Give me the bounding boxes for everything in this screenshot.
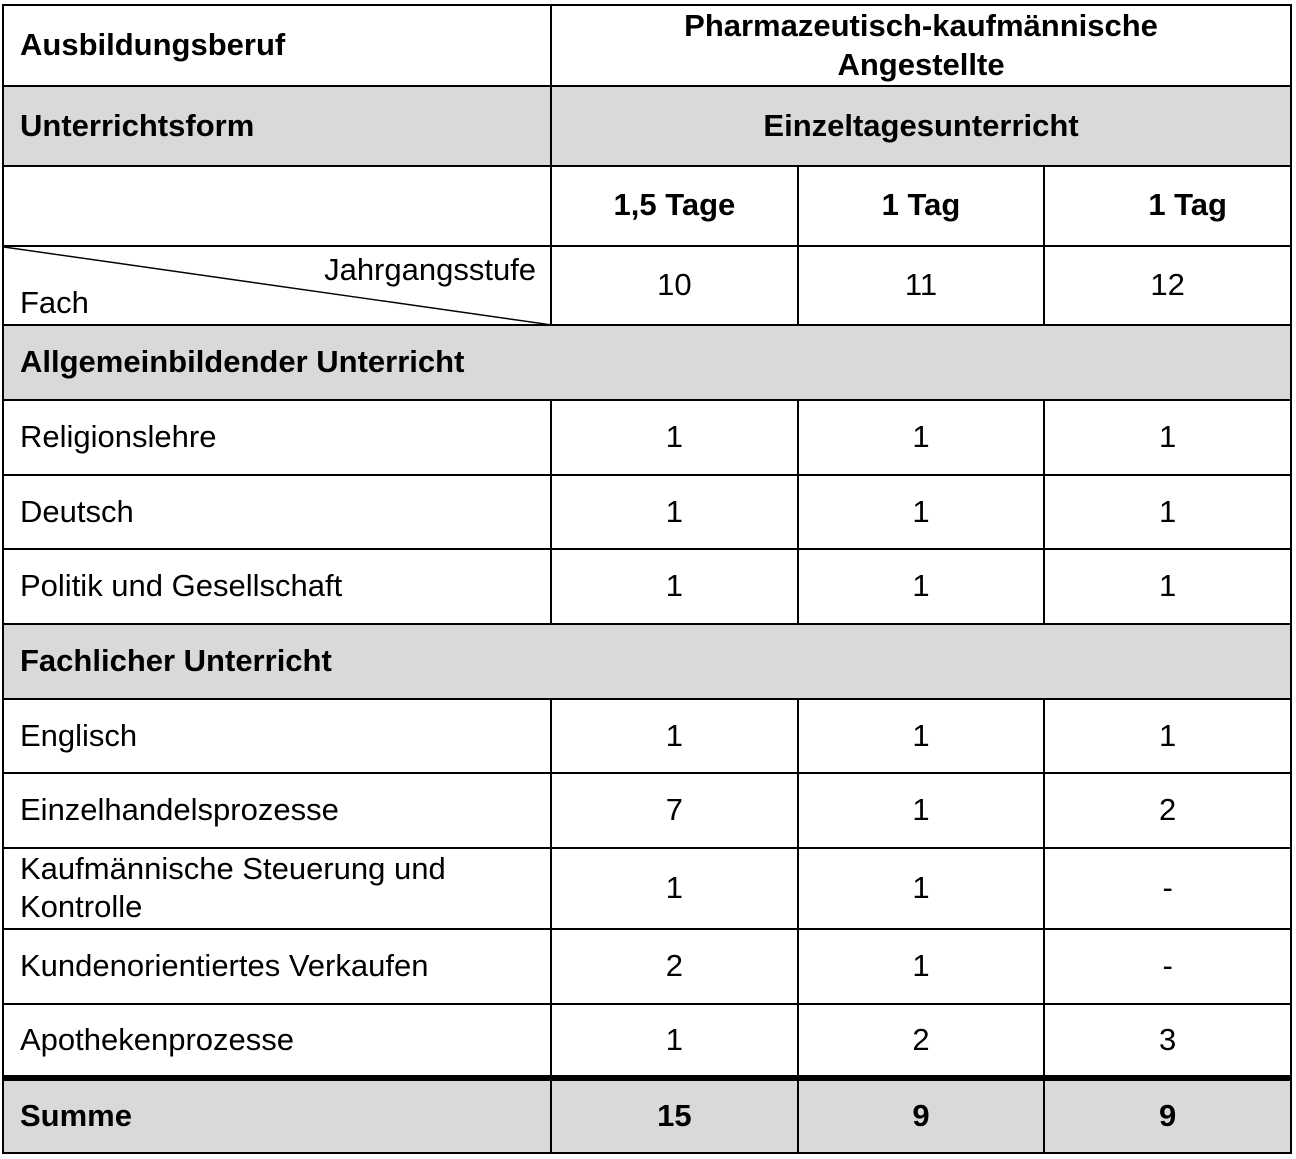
stunden-11: 1 bbox=[798, 699, 1045, 774]
stunden-11: 1 bbox=[798, 929, 1045, 1004]
stunden-12: 3 bbox=[1044, 1004, 1291, 1079]
table-row bbox=[3, 929, 1291, 1004]
row-summe bbox=[3, 1078, 1291, 1153]
ausbildungsberuf-value: Pharmazeutisch-kaufmännische Angestellte bbox=[551, 5, 1291, 86]
summe-label: Summe bbox=[3, 1078, 551, 1153]
stunden-12: 2 bbox=[1044, 773, 1291, 848]
table-row bbox=[3, 1004, 1291, 1079]
jahrgang-11: 11 bbox=[798, 246, 1045, 326]
stunden-11: 2 bbox=[798, 1004, 1045, 1079]
section-header-allgemein bbox=[3, 325, 1291, 400]
stunden-12: 1 bbox=[1044, 475, 1291, 550]
fach-name: Politik und Gesellschaft bbox=[3, 549, 551, 624]
stunden-10: 2 bbox=[551, 929, 798, 1004]
fach-label: Fach bbox=[20, 284, 89, 320]
row-unterrichtsform bbox=[3, 86, 1291, 166]
fach-name: Apothekenprozesse bbox=[3, 1004, 551, 1079]
stunden-12: 1 bbox=[1044, 400, 1291, 475]
table-row bbox=[3, 699, 1291, 774]
row-ausbildungsberuf bbox=[3, 5, 1291, 86]
stunden-12: - bbox=[1044, 929, 1291, 1004]
section-title: Allgemeinbildender Unterricht bbox=[3, 325, 1291, 400]
stunden-10: 1 bbox=[551, 1004, 798, 1079]
fach-name: Religionslehre bbox=[3, 400, 551, 475]
summe-11: 9 bbox=[798, 1078, 1045, 1153]
section-header-fachlich bbox=[3, 624, 1291, 699]
stunden-10: 1 bbox=[551, 699, 798, 774]
tage-11: 1 Tag bbox=[798, 166, 1045, 246]
section-title: Fachlicher Unterricht bbox=[3, 624, 1291, 699]
summe-12: 9 bbox=[1044, 1078, 1291, 1153]
unterrichtsform-value: Einzeltagesunterricht bbox=[551, 86, 1291, 166]
summe-10: 15 bbox=[551, 1078, 798, 1153]
ausbildungsberuf-label: Ausbildungsberuf bbox=[3, 5, 551, 86]
stunden-10: 7 bbox=[551, 773, 798, 848]
fach-name: Einzelhandelsprozesse bbox=[3, 773, 551, 848]
stunden-11: 1 bbox=[798, 400, 1045, 475]
table-row bbox=[3, 773, 1291, 848]
stunden-11: 1 bbox=[798, 475, 1045, 550]
stunden-10: 1 bbox=[551, 400, 798, 475]
tage-10: 1,5 Tage bbox=[551, 166, 798, 246]
row-jahrgangsstufe bbox=[3, 246, 1291, 326]
unterrichtsform-label: Unterrichtsform bbox=[3, 86, 551, 166]
jahrgang-10: 10 bbox=[551, 246, 798, 326]
stunden-12: - bbox=[1044, 848, 1291, 929]
jahrgangsstufe-label: Jahrgangsstufe bbox=[324, 251, 537, 287]
table-row bbox=[3, 848, 1291, 929]
stunden-10: 1 bbox=[551, 549, 798, 624]
fach-name: Kundenorientiertes Verkaufen bbox=[3, 929, 551, 1004]
stunden-11: 1 bbox=[798, 549, 1045, 624]
fach-name: Deutsch bbox=[3, 475, 551, 550]
stunden-12: 1 bbox=[1044, 549, 1291, 624]
table-row bbox=[3, 549, 1291, 624]
table-row bbox=[3, 475, 1291, 550]
stunden-11: 1 bbox=[798, 773, 1045, 848]
row-tage bbox=[3, 166, 1291, 246]
tage-12: 1 Tag bbox=[1044, 166, 1291, 246]
diagonal-header-cell bbox=[3, 246, 551, 326]
stunden-11: 1 bbox=[798, 848, 1045, 929]
fach-name: Englisch bbox=[3, 699, 551, 774]
table-row bbox=[3, 400, 1291, 475]
fach-name: Kaufmännische Steuerung und Kontrolle bbox=[3, 848, 551, 929]
jahrgang-12: 12 bbox=[1044, 246, 1291, 326]
stunden-10: 1 bbox=[551, 475, 798, 550]
stundentafel-table bbox=[2, 4, 1292, 1154]
empty-cell bbox=[3, 166, 551, 246]
stunden-12: 1 bbox=[1044, 699, 1291, 774]
stunden-10: 1 bbox=[551, 848, 798, 929]
